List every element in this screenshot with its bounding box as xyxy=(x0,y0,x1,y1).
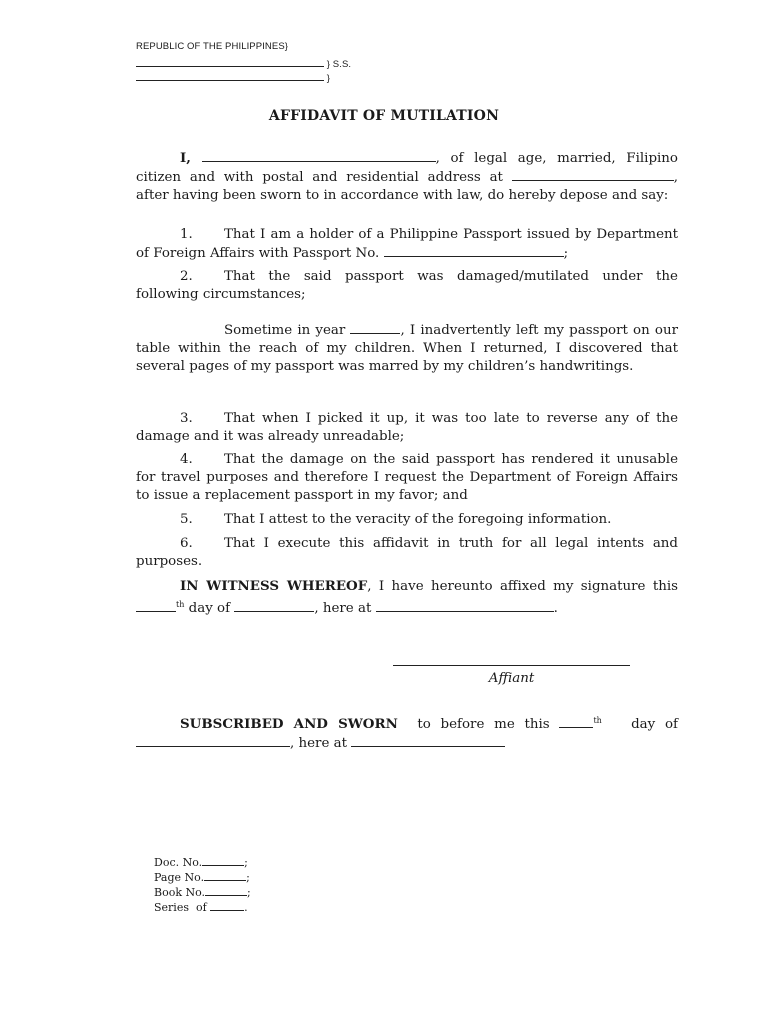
brace-label: } xyxy=(326,73,331,84)
circumstances-text-2: , I inadvertently left my passport on our table within the reach of my children. When I returned, I discovered that several pages of my passport was marred by my children’s handwritings. xyxy=(136,323,678,375)
circumstances-text-1: Sometime in year xyxy=(224,323,346,338)
jurat-th: th xyxy=(593,716,602,725)
intro-text-2: , after having been sworn to in accordance with law, do hereby depose and say: xyxy=(136,170,678,204)
item-2-number: 2. xyxy=(180,269,193,284)
book-no-label: Book No. xyxy=(154,886,206,899)
item-3 xyxy=(136,410,678,446)
series-label: Series of xyxy=(154,901,207,914)
venue-republic-line xyxy=(136,41,288,52)
affiant-name-blank[interactable] xyxy=(202,149,436,162)
witness-text-4: . xyxy=(553,601,558,617)
item-1-number: 1. xyxy=(180,227,193,242)
item-2-text: That the said passport was damaged/mutilated under the following circumstances; xyxy=(136,269,678,303)
witness-bold: IN WITNESS WHEREOF xyxy=(180,578,368,594)
witness-day-blank[interactable] xyxy=(136,599,176,612)
republic-label: REPUBLIC OF THE PHILIPPINES} xyxy=(136,41,289,52)
item-1-text: That I am a holder of a Philippine Passport issued by Department of Foreign Affairs with Passport No. xyxy=(136,227,678,262)
book-no-line xyxy=(154,885,251,901)
book-no-semicolon: ; xyxy=(247,886,251,899)
doc-no-line xyxy=(154,855,248,871)
jurat-paragraph xyxy=(136,712,678,753)
city-blank[interactable] xyxy=(136,68,324,81)
jurat-month-blank[interactable] xyxy=(136,734,290,747)
year-blank[interactable] xyxy=(350,321,400,334)
document-title: AFFIDAVIT OF MUTILATION xyxy=(268,108,500,124)
jurat-text-2: day of xyxy=(631,717,678,732)
doc-no-semicolon: ; xyxy=(244,856,248,869)
jurat-day-blank[interactable] xyxy=(559,715,593,728)
item-5-text: That I attest to the veracity of the foregoing information. xyxy=(224,512,612,527)
item-3-text: That when I picked it up, it was too late to reverse any of the damage and it was already unreadable; xyxy=(136,411,678,445)
intro-i: I, xyxy=(180,150,191,166)
book-no-blank[interactable] xyxy=(205,885,247,896)
affiant-label: Affiant xyxy=(488,671,535,686)
page-no-label: Page No. xyxy=(154,871,205,884)
page-no-blank[interactable] xyxy=(204,870,246,881)
item-2 xyxy=(136,268,678,304)
affiant-signature-line[interactable] xyxy=(393,665,630,666)
jurat-place-blank[interactable] xyxy=(351,734,505,747)
doc-no-label: Doc. No. xyxy=(154,856,203,869)
page-no-line xyxy=(154,870,250,886)
item-1 xyxy=(136,226,678,263)
item-4-number: 4. xyxy=(180,452,193,467)
series-line xyxy=(154,900,248,916)
series-period: . xyxy=(244,901,248,914)
venue-city-line xyxy=(136,68,330,84)
item-6-text: That I execute this affidavit in truth for all legal intents and purposes. xyxy=(136,536,678,570)
jurat-bold: SUBSCRIBED AND SWORN xyxy=(180,716,398,732)
item-1-end: ; xyxy=(563,246,569,262)
ss-label: } S.S. xyxy=(326,59,352,70)
jurat-text-1: to before me this xyxy=(417,717,550,732)
page-no-semicolon: ; xyxy=(246,871,250,884)
doc-no-blank[interactable] xyxy=(202,855,244,866)
witness-paragraph xyxy=(136,577,678,618)
item-5 xyxy=(136,511,678,529)
item-6 xyxy=(136,535,678,571)
jurat-text-3: , here at xyxy=(290,736,348,752)
intro-text-1: , of legal age, married, Filipino citizen and with postal and residential address at xyxy=(136,151,678,186)
witness-text-1: , I have hereunto affixed my signature this xyxy=(367,579,678,594)
item-4-text: That the damage on the said passport has rendered it unusable for travel purposes and therefore I request the Department of Foreign Affairs to issue a replacement passport in my favor; and xyxy=(136,452,678,504)
circumstances-paragraph xyxy=(136,321,678,377)
item-5-number: 5. xyxy=(180,512,193,527)
passport-number-blank[interactable] xyxy=(384,244,564,257)
item-3-number: 3. xyxy=(180,411,193,426)
series-blank[interactable] xyxy=(210,900,244,911)
item-4 xyxy=(136,451,678,506)
witness-place-blank[interactable] xyxy=(376,599,554,612)
item-6-number: 6. xyxy=(180,536,193,551)
province-blank[interactable] xyxy=(136,54,324,67)
witness-text-2: day of xyxy=(188,601,231,617)
intro-paragraph xyxy=(136,149,678,206)
witness-th: th xyxy=(176,600,185,610)
address-blank[interactable] xyxy=(512,168,674,181)
witness-text-3: , here at xyxy=(314,601,372,617)
witness-month-blank[interactable] xyxy=(234,599,314,612)
